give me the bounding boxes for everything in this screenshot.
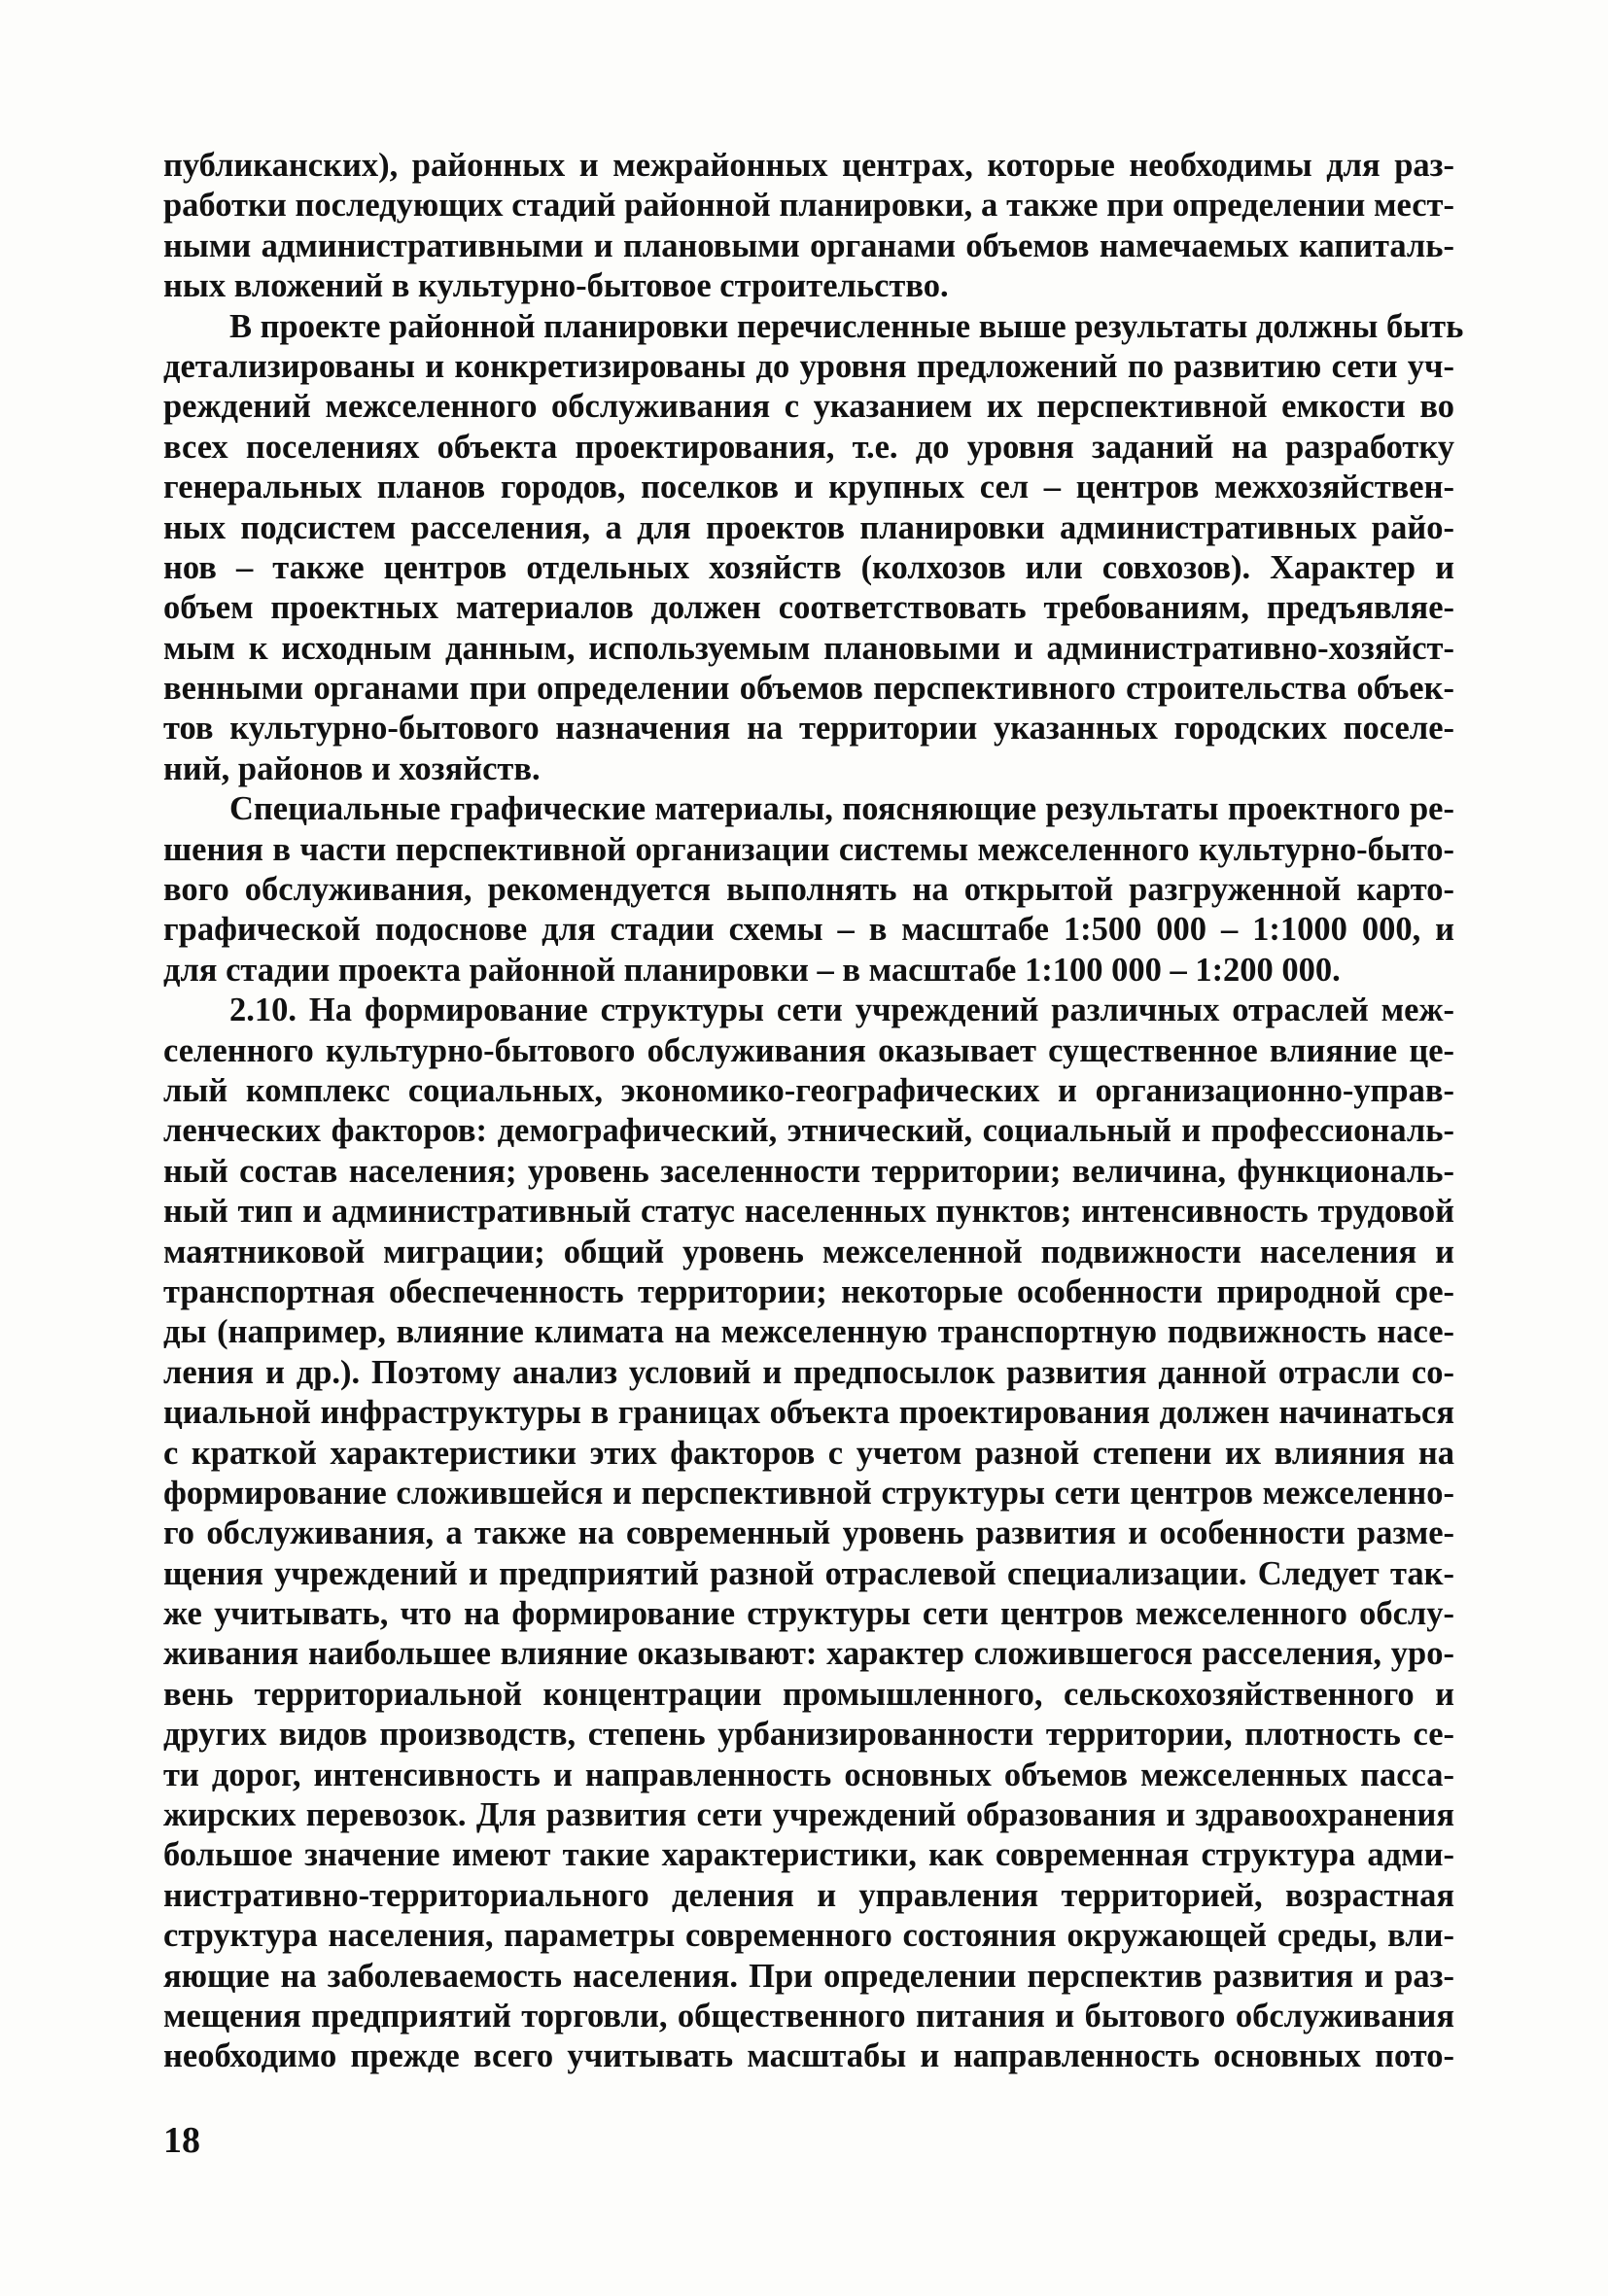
text-line: вень территориальной концентрации промышленного, сельскохозяйственного и <box>163 1675 1454 1713</box>
text-line: циальной инфраструктуры в границах объекта проектирования должен начинаться <box>163 1394 1454 1432</box>
text-line: ных подсистем расселения, а для проектов планировки административных райо- <box>163 508 1454 546</box>
text-line-content: На формирование структуры сети учреждений различных отраслей меж- <box>297 991 1454 1029</box>
text-line: ный состав населения; уровень заселенности территории; величина, функциональ- <box>163 1152 1454 1190</box>
section-number: 2.10. <box>229 991 297 1029</box>
text-line: большое значение имеют такие характеристики, как современная структура адми- <box>163 1836 1454 1874</box>
text-line: генеральных планов городов, поселков и крупных сел – центров межхозяйствен- <box>163 469 1454 506</box>
paragraph-2 <box>163 307 1464 790</box>
text-line: живания наибольшее влияние оказывают: характер сложившегося расселения, уро- <box>163 1635 1454 1673</box>
text-line: ний, районов и хозяйств. <box>163 749 541 787</box>
text-line: всех поселениях объекта проектирования, т.е. до уровня заданий на разработку <box>163 428 1454 466</box>
text-line: селенного культурно-бытового обслуживания оказывает существенное влияние це- <box>163 1031 1454 1069</box>
text-line: В проекте районной планировки перечисленные выше результаты должны быть <box>229 307 1464 345</box>
page-number: 18 <box>163 2120 200 2161</box>
text-line: структура населения, параметры современного состояния окружающей среды, вли- <box>163 1917 1454 1955</box>
text-line: нов – также центров отдельных хозяйств (колхозов или совхозов). Характер и <box>163 548 1454 586</box>
text-line: венными органами при определении объемов перспективного строительства объек- <box>163 670 1454 708</box>
text-line: го обслуживания, а также на современный уровень развития и особенности разме- <box>163 1514 1454 1552</box>
text-line: с краткой характеристики этих факторов с учетом разной степени их влияния на <box>163 1434 1454 1472</box>
paragraph-4 <box>163 991 1454 2077</box>
text-line: реждений межселенного обслуживания с указанием их перспективной емкости во <box>163 388 1454 426</box>
text-line: мым к исходным данным, используемым плановыми и административно-хозяйст- <box>163 629 1454 667</box>
text-line: нистративно-территориального деления и управления территорией, возрастная <box>163 1876 1454 1914</box>
text-line: Специальные графические материалы, поясняющие результаты проектного ре- <box>229 790 1454 828</box>
paragraph-1 <box>163 146 1454 307</box>
text-line: же учитывать, что на формирование структуры сети центров межселенного обслу- <box>163 1595 1454 1633</box>
text-line: лый комплекс социальных, экономико-географических и организационно-управ- <box>163 1071 1454 1109</box>
text-line: для стадии проекта районной планировки – в масштабе 1:100 000 – 1:200 000. <box>163 951 1341 989</box>
paragraph-3 <box>163 789 1454 991</box>
text-line: ления и др.). Поэтому анализ условий и предпосылок развития данной отрасли со- <box>163 1353 1454 1391</box>
text-line: вого обслуживания, рекомендуется выполнять на открытой разгруженной карто- <box>163 871 1454 909</box>
text-line: объем проектных материалов должен соответствовать требованиям, предъявляе- <box>163 589 1454 627</box>
text-line: яющие на заболеваемость населения. При определении перспектив развития и раз- <box>163 1957 1454 1995</box>
text-line: необходимо прежде всего учитывать масштабы и направленность основных пото- <box>163 2037 1454 2075</box>
text-line: публиканских), районных и межрайонных центрах, которые необходимы для раз- <box>163 147 1454 184</box>
text-line <box>163 991 1454 1030</box>
text-line: ти дорог, интенсивность и направленность основных объемов межселенных пасса- <box>163 1756 1454 1793</box>
text-line: формирование сложившейся и перспективной структуры сети центров межселенно- <box>163 1474 1454 1512</box>
text-line: шения в части перспективной организации системы межселенного культурно-быто- <box>163 830 1454 868</box>
text-line: ды (например, влияние климата на межселенную транспортную подвижность насе- <box>163 1313 1454 1351</box>
text-line: детализированы и конкретизированы до уровня предложений по развитию сети уч- <box>163 347 1454 385</box>
text-line: щения учреждений и предприятий разной отраслевой специализации. Следует так- <box>163 1554 1454 1592</box>
text-line: мещения предприятий торговли, общественного питания и бытового обслуживания <box>163 1997 1454 2035</box>
text-line: ленческих факторов: демографический, этнический, социальный и профессиональ- <box>163 1112 1454 1150</box>
text-line: графической подоснове для стадии схемы – в масштабе 1:500 000 – 1:1000 000, и <box>163 911 1454 949</box>
text-line: других видов производств, степень урбанизированности территории, плотность се- <box>163 1716 1454 1754</box>
text-line: ный тип и административный статус населенных пунктов; интенсивность трудовой <box>163 1193 1454 1231</box>
body-text <box>163 146 1464 2077</box>
text-line: ными административными и плановыми органами объемов намечаемых капиталь- <box>163 226 1454 264</box>
text-line: жирских перевозок. Для развития сети учреждений образования и здравоохранения <box>163 1796 1454 1834</box>
text-line: работки последующих стадий районной планировки, а также при определении мест- <box>163 187 1454 225</box>
text-line: тов культурно-бытового назначения на территории указанных городских поселе- <box>163 710 1454 748</box>
text-line: ных вложений в культурно-бытовое строительство. <box>163 267 949 305</box>
text-line: маятниковой миграции; общий уровень межселенной подвижности населения и <box>163 1233 1454 1270</box>
text-line: транспортная обеспеченность территории; некоторые особенности природной сре- <box>163 1272 1454 1310</box>
